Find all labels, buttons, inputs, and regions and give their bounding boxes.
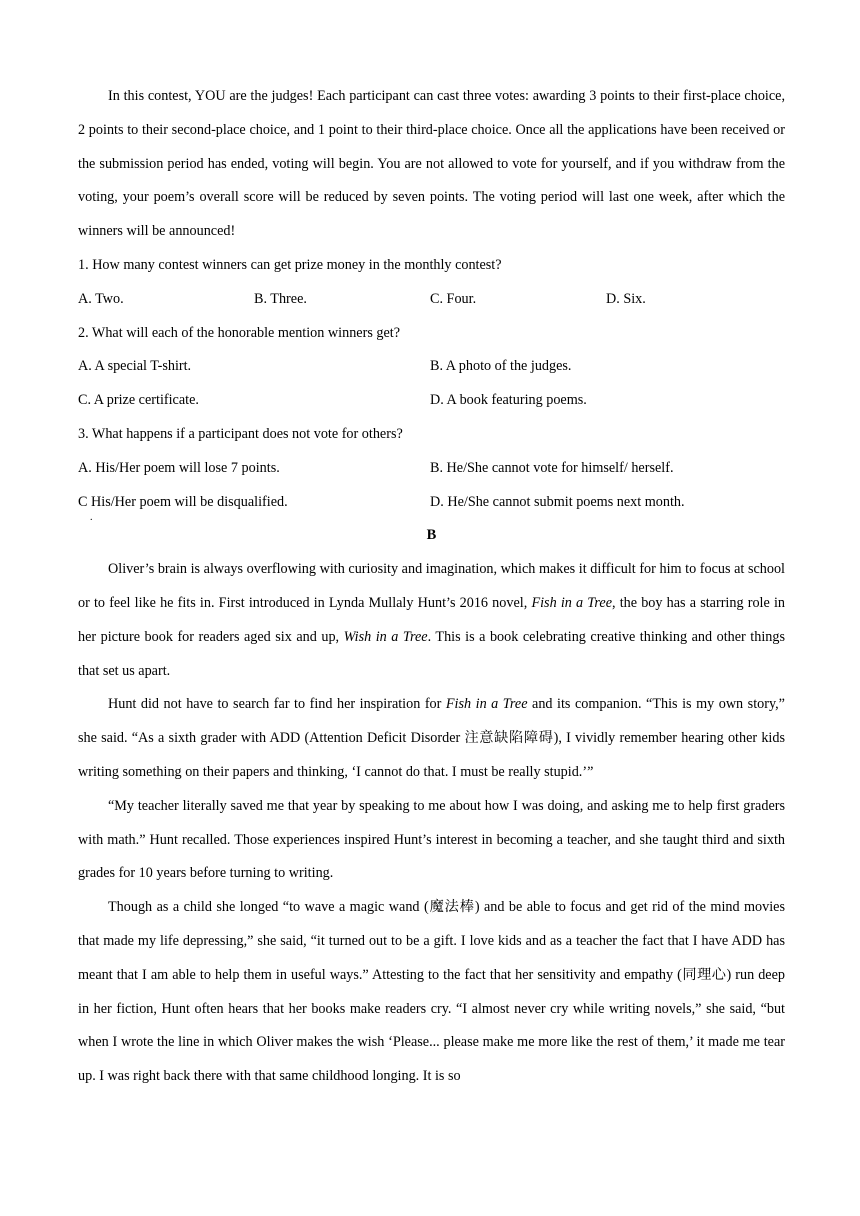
options-row xyxy=(78,283,785,317)
section-b-paragraph-3: “My teacher literally saved me that year by speaking to me about how I was doing, and asking me to help first graders with math.” Hunt recalled. Those experiences inspired Hunt’s interest in becoming a teacher, and she taught third and sixth grades for 10 years before turning to writing. xyxy=(78,797,785,882)
text-run: and its companion. “This is my own story,” she said. “As a sixth grader with ADD (Attention Deficit Disorder 注意缺陷障碍), I vividly remember hearing other kids writing something on their papers and thinking, ‘I cannot do that. I must be really stupid.’” xyxy=(78,696,785,780)
option-d: D. A book featuring poems. xyxy=(430,392,587,409)
passage-a-final-paragraph: In this contest, YOU are the judges! Each participant can cast three votes: awarding 3 points to their first-place choice, 2 points to their second-place choice, and 1 point to their third-place choice. Once all the applications have been received or the submission period has ended, voting will begin. You are not allowed to vote for yourself, and if you withdraw from the voting, your poem’s overall score will be reduced by seven points. The voting period will last one week, after which the winners will be announced! xyxy=(78,88,785,240)
option-a: A. His/Her poem will lose 7 points. xyxy=(78,459,280,476)
book-title: Fish in a Tree xyxy=(445,696,528,713)
option-a: A. Two. xyxy=(78,290,124,307)
question-1 xyxy=(78,249,785,317)
section-b-paragraph-2 xyxy=(78,688,785,789)
options-row xyxy=(78,384,785,418)
question-stem: 2. What will each of the honorable mention winners get? xyxy=(78,324,401,341)
book-title: Wish in a Tree xyxy=(343,628,428,645)
question-2 xyxy=(78,317,785,418)
stray-mark: . xyxy=(90,512,93,523)
options-row xyxy=(78,486,785,520)
option-d: D. He/She cannot submit poems next month. xyxy=(430,493,685,510)
question-stem: 3. What happens if a participant does not vote for others? xyxy=(78,425,403,442)
document-page xyxy=(78,80,785,1094)
book-title: Fish in a Tree xyxy=(531,594,612,611)
option-c: C. A prize certificate. xyxy=(78,392,199,409)
section-b-heading: B xyxy=(426,527,437,544)
text-run: . This is a book celebrating creative thinking and other things that set us apart. xyxy=(78,628,785,679)
text-run: Hunt did not have to search far to find her inspiration for xyxy=(108,696,446,713)
option-b: B. Three. xyxy=(254,290,307,307)
section-b-paragraph-4: Though as a child she longed “to wave a magic wand (魔法棒) and be able to focus and get rid of the mind movies that made my life depressing,” she said, “it turned out to be a gift. I love kids and as a teacher the fact that I have ADD has meant that I am able to help them in useful ways.” Attesting to the fact that her sensitivity and empathy (同理心) run deep in her fiction, Hunt often hears that her books make readers cry. “I almost never cry while writing novels,” she said, “but when I wrote the line in which Oliver makes the wish ‘Please... please make me more like the rest of them,’ it made me tear up. I was right back there with that same childhood longing. It is so xyxy=(78,899,785,1085)
option-d: D. Six. xyxy=(606,290,646,307)
option-b: B. He/She cannot vote for himself/ herself. xyxy=(430,459,674,476)
options-row xyxy=(78,452,785,486)
options-row xyxy=(78,350,785,384)
text-run: , the boy has a starring role in her picture book for readers aged six and up, xyxy=(78,594,785,645)
option-c: C His/Her poem will be disqualified. xyxy=(78,493,288,510)
question-stem: 1. How many contest winners can get prize money in the monthly contest? xyxy=(78,256,502,273)
option-c: C. Four. xyxy=(430,290,477,307)
option-a: A. A special T-shirt. xyxy=(78,358,192,375)
question-3 xyxy=(78,418,785,519)
text-run: Oliver’s brain is always overflowing with curiosity and imagination, which makes it difficult for him to focus at school or to feel like he fits in. First introduced in Lynda Mullaly Hunt’s 2016 novel, xyxy=(78,561,785,611)
section-b-paragraph-1 xyxy=(78,553,785,688)
option-b: B. A photo of the judges. xyxy=(430,358,572,375)
